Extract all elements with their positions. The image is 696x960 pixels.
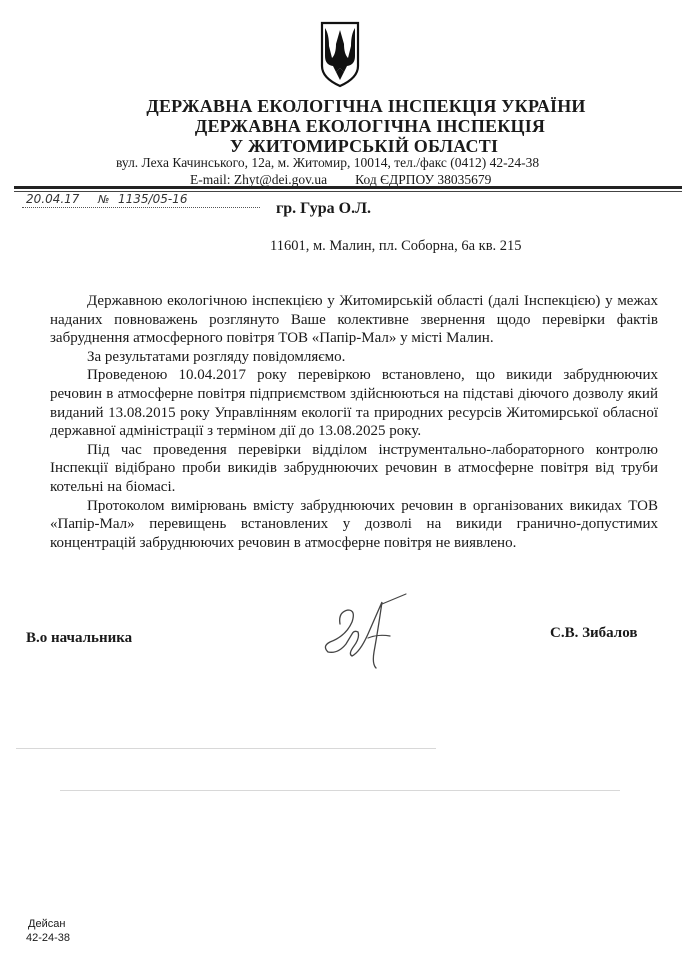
org-title-line2: ДЕРЖАВНА ЕКОЛОГІЧНА ІНСПЕКЦІЯ <box>194 116 546 136</box>
body-paragraph: Державною екологічною інспекцією у Житомирській області (далі Інспекцією) у межах наданих повноважень розглянуто Ваше колективне звернення щодо перевірки фактів забруднення атмосферного повітря ТОВ «Папір-Мал» у місті Малин. <box>50 293 658 347</box>
recipient-address: 11601, м. Малин, пл. Соборна, 6а кв. 215 <box>270 238 522 254</box>
registration-number-sign: № <box>98 193 110 206</box>
body-paragraph: За результатами розгляду повідомляємо. <box>87 348 346 365</box>
body-paragraph: Проведеною 10.04.2017 року перевіркою встановлено, що викиди забруднюючих речовин в атмосферне повітря підприємством здійснюються на підставі діючого дозволу який виданий 13.08.2015 року Управлінням екології та природних ресурсів Житомирської обласної державної адміністрації з терміном дії до 13.08.2025 року. <box>50 367 658 440</box>
body-paragraph: Протоколом вимірювань вмісту забруднюючих речовин в організованих викидах ТОВ «Папір-Мал» перевищень встановлених у дозволі на викиди гранично-допустимих концентрацій забруднюючих речовин в атмосферне повітря не виявлено. <box>50 497 658 551</box>
org-title-line1: ДЕРЖАВНА ЕКОЛОГІЧНА ІНСПЕКЦІЯ УКРАЇНИ <box>146 96 586 116</box>
org-title-line3: У ЖИТОМИРСЬКІЙ ОБЛАСТІ <box>229 136 499 156</box>
org-email: E-mail: Zhyt@dei.gov.ua <box>190 172 328 187</box>
recipient-name: гр. Гура О.Л. <box>276 200 371 217</box>
registration-date: 20.04.17 <box>26 192 80 206</box>
scan-artifact-line <box>16 748 436 749</box>
letter-body <box>50 292 658 552</box>
header-divider-thick <box>14 186 682 189</box>
registration-number: 1135/05-16 <box>118 192 188 206</box>
executor-name: Дейсан <box>28 918 66 930</box>
scan-artifact-line <box>60 790 620 791</box>
executor-phone: 42-24-38 <box>26 932 71 944</box>
signatory-title: В.о начальника <box>26 630 133 646</box>
org-edrpou: Код ЄДРПОУ 38035679 <box>355 172 492 187</box>
header-divider-thin <box>14 191 682 192</box>
org-address: вул. Леха Качинського, 12а, м. Житомир, 10014, тел./факс (0412) 42-24-38 <box>116 155 540 170</box>
body-paragraph: Під час проведення перевірки відділом інструментально-лабораторного контролю Інспекції відібрано проби викидів забруднюючих речовин в атмосферне повітря від труби котельні на біомасі. <box>50 441 658 495</box>
signatory-name: С.В. Зибалов <box>550 625 638 641</box>
handwritten-signature <box>308 590 418 685</box>
coat-of-arms-icon <box>319 20 361 88</box>
registration-underline <box>22 207 260 208</box>
